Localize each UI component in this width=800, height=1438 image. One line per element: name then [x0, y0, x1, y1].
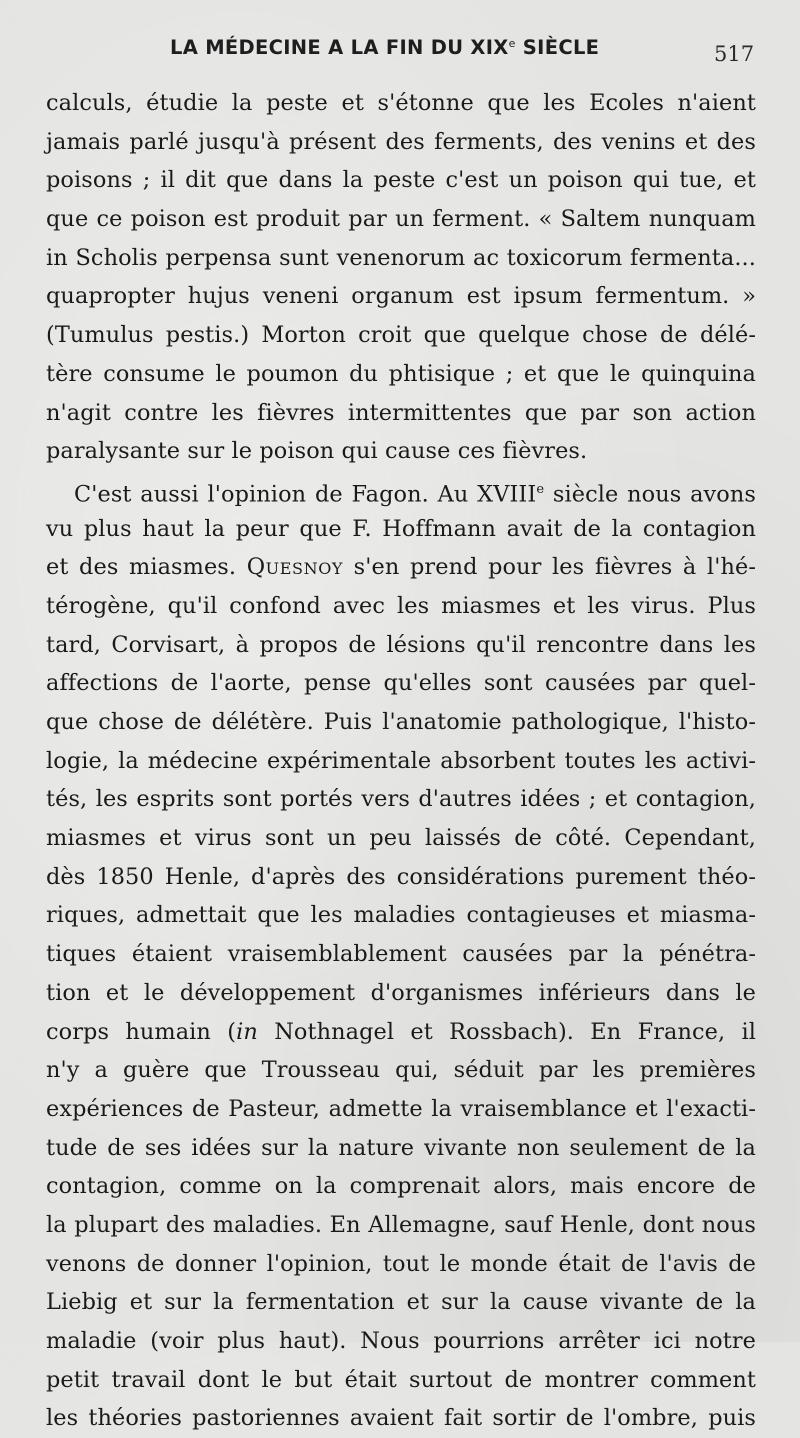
line-text-continued: s'en prend pour les fièvres à l'hé-: [343, 554, 756, 581]
line-text: que ce poison est produit par un ferment. « Saltem nunquam: [46, 206, 756, 233]
text-line: [46, 1322, 756, 1361]
text-line: [46, 1051, 756, 1090]
text-line: [46, 1129, 756, 1168]
text-line: [46, 355, 756, 394]
line-text: jamais parlé jusqu'à présent des ferments, des venins et des: [46, 128, 756, 155]
text-line: [46, 471, 756, 510]
superscript: e: [536, 481, 545, 497]
line-text: vu plus haut la peur que F. Hoffmann avait de la contagion: [46, 515, 756, 542]
line-text: les théories pastoriennes avaient fait sortir de l'ombre, puis: [46, 1405, 756, 1432]
running-title: [170, 36, 599, 59]
text-line: [46, 1283, 756, 1322]
text-line: [46, 548, 756, 587]
line-text-continued: Nothnagel et Rossbach). En France, il: [257, 1018, 757, 1045]
author-name: Quesnoy: [246, 554, 344, 581]
running-title-main: LA MÉDECINE A LA FIN DU XIX: [170, 36, 509, 59]
line-text: tude de ses idées sur la nature vivante non seulement de la: [46, 1134, 756, 1161]
text-line: [46, 161, 756, 200]
line-text: corps humain (: [46, 1018, 237, 1045]
text-line: [46, 1361, 756, 1400]
text-line: [46, 974, 756, 1013]
line-text: la plupart des maladies. En Allemagne, sauf Henle, dont nous: [46, 1211, 756, 1238]
line-text: logie, la médecine expérimentale absorbent toutes les activi-: [46, 747, 756, 774]
line-text: riques, admettait que les maladies contagieuses et miasma-: [46, 902, 756, 929]
line-text: quapropter hujus veneni organum est ipsum fermentum. »: [46, 283, 756, 310]
text-line: [46, 277, 756, 316]
line-text-continued: siècle nous avons: [544, 481, 756, 508]
text-line: [46, 84, 756, 123]
running-title-end: SIÈCLE: [515, 36, 600, 59]
line-text: n'agit contre les fièvres intermittentes que par son action: [46, 399, 756, 426]
line-text: tiques étaient vraisemblablement causées par la pénétra-: [46, 941, 756, 968]
italic-text: in: [236, 1018, 258, 1045]
line-text: maladie (voir plus haut). Nous pourrions arrêter ici notre: [46, 1328, 756, 1354]
line-text: dès 1850 Henle, d'après des considérations purement théo-: [46, 863, 756, 890]
line-text: petit travail dont le but était surtout de montrer comment: [46, 1366, 756, 1393]
line-text: tés, les esprits sont portés vers d'autres idées ; et contagion,: [46, 786, 756, 813]
body-text: [46, 84, 756, 1438]
text-line: [46, 1090, 756, 1129]
line-text: n'y a guère que Trousseau qui, séduit par les premières: [46, 1057, 756, 1084]
line-text: tard, Corvisart, à propos de lésions qu'il rencontre dans les: [46, 631, 756, 658]
text-line: [46, 587, 756, 626]
line-text: tion et le développement d'organismes inférieurs dans le: [46, 979, 756, 1006]
running-head: [0, 36, 800, 68]
line-text: contagion, comme on la comprenait alors, mais encore de: [46, 1173, 756, 1200]
text-line: [46, 1245, 756, 1284]
line-text: (Tumulus pestis.) Morton croit que quelque chose de délé-: [46, 322, 756, 349]
text-line: [46, 664, 756, 703]
line-text: in Scholis perpensa sunt venenorum ac toxicorum fermenta...: [46, 244, 756, 271]
text-line: [46, 432, 756, 471]
text-line: [46, 780, 756, 819]
text-line: [46, 703, 756, 742]
line-text: expériences de Pasteur, admette la vraisemblance et l'exacti-: [46, 1095, 756, 1122]
line-text: venons de donner l'opinion, tout le monde était de l'avis de: [46, 1250, 756, 1277]
line-text: poisons ; il dit que dans la peste c'est un poison qui tue, et: [46, 167, 756, 194]
text-line: [46, 316, 756, 355]
line-text: térogène, qu'il confond avec les miasmes et les virus. Plus: [46, 592, 756, 619]
page-number: 517: [714, 42, 755, 66]
text-line: [46, 123, 756, 162]
line-text: Liebig et sur la fermentation et sur la cause vivante de la: [46, 1289, 756, 1316]
text-line: [46, 742, 756, 781]
line-text: que chose de délétère. Puis l'anatomie pathologique, l'histo-: [46, 709, 756, 735]
text-line: [46, 239, 756, 278]
line-text: et des miasmes.: [46, 554, 247, 581]
line-text: C'est aussi l'opinion de Fagon. Au XVIII: [74, 481, 537, 508]
text-line: [46, 626, 756, 665]
text-line: [46, 1399, 756, 1438]
text-line: [46, 1167, 756, 1206]
line-text: paralysante sur le poison qui cause ces fièvres.: [46, 438, 588, 465]
line-text: calculs, étudie la peste et s'étonne que les Ecoles n'aient: [46, 90, 756, 116]
text-line: [46, 896, 756, 935]
text-line: [46, 858, 756, 897]
text-line: [46, 1013, 756, 1052]
text-line: [46, 510, 756, 549]
line-text: affections de l'aorte, pense qu'elles sont causées par quel-: [46, 670, 756, 697]
text-line: [46, 394, 756, 433]
text-line: [46, 200, 756, 239]
running-title-superscript: e: [508, 37, 516, 50]
line-text: tère consume le poumon du phtisique ; et que le quinquina: [46, 360, 756, 387]
text-line: [46, 935, 756, 974]
text-line: [46, 1206, 756, 1245]
line-text: miasmes et virus sont un peu laissés de côté. Cependant,: [46, 825, 756, 852]
text-line: [46, 819, 756, 858]
